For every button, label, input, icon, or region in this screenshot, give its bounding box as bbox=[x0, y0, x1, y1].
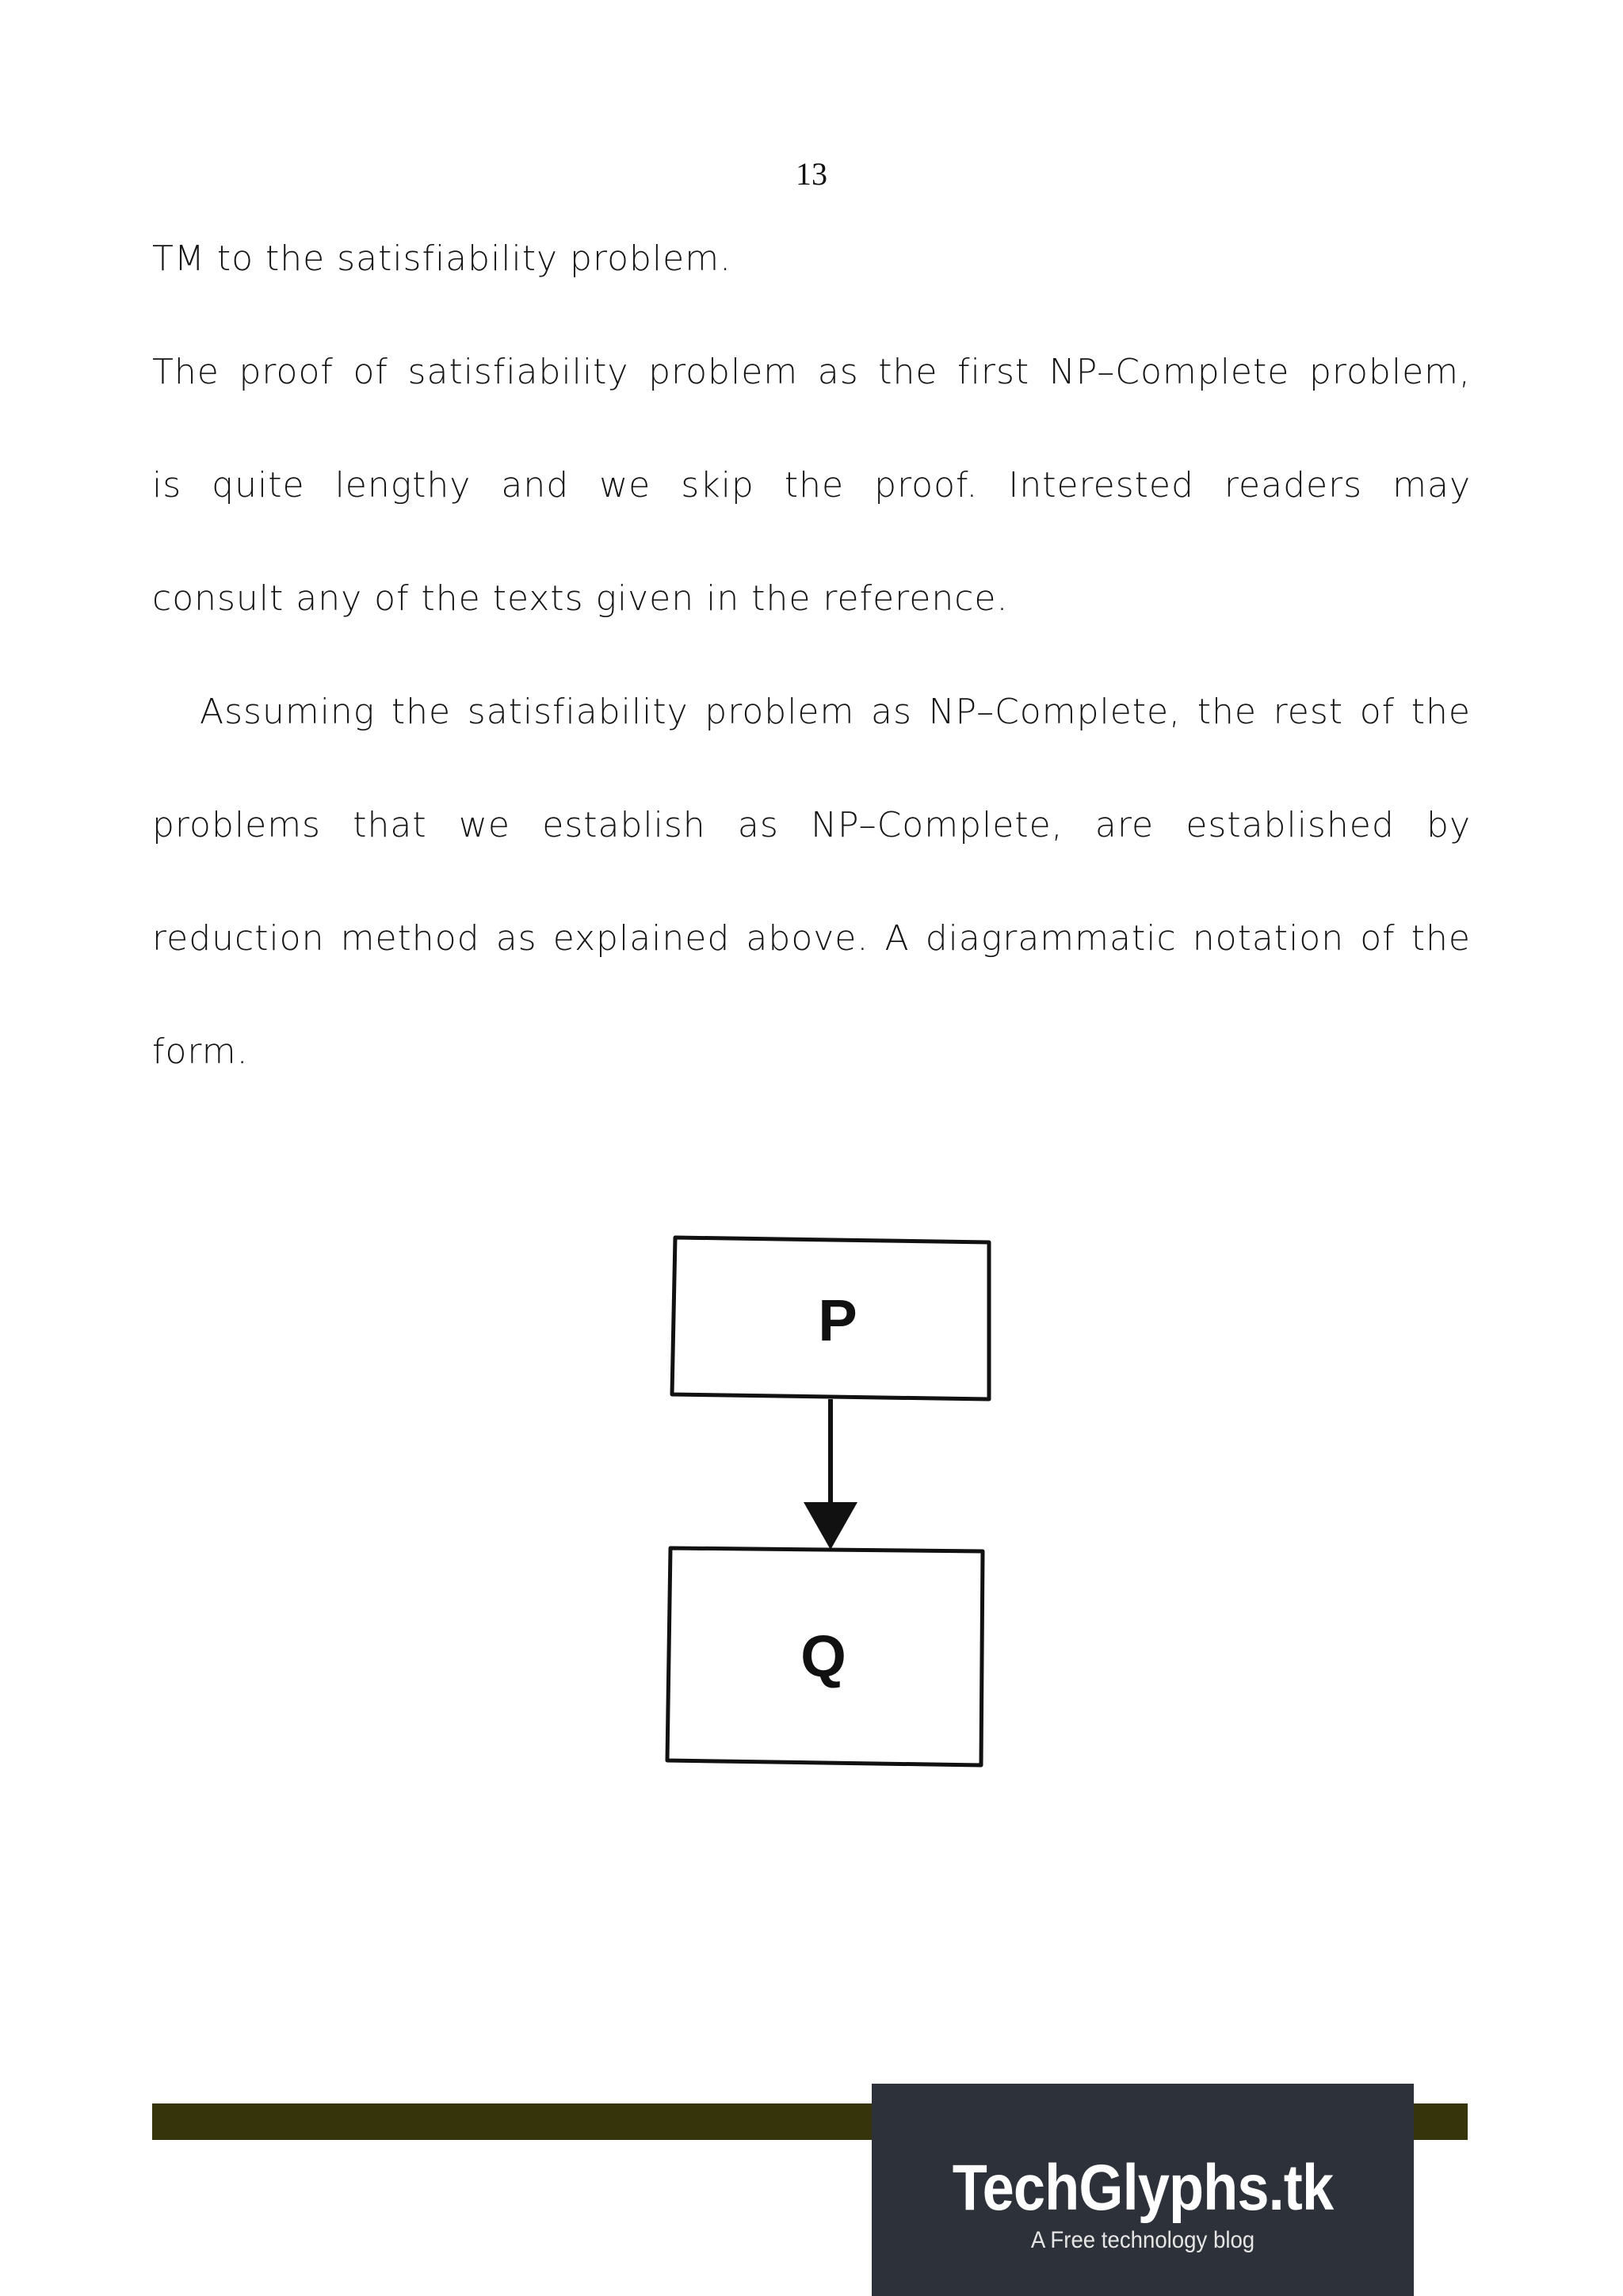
text-line: form. bbox=[152, 1032, 249, 1072]
brand-title: TechGlyphs.tk bbox=[952, 2152, 1334, 2224]
text-line: consult any of the texts given in the reference. bbox=[152, 578, 1009, 619]
reduction-arrow-head bbox=[804, 1502, 857, 1550]
page-number: 13 bbox=[796, 156, 827, 192]
text-line: The proof of satisfiability problem as the first NP–Complete problem, bbox=[152, 352, 1471, 392]
reduction-diagram bbox=[555, 1212, 1030, 1783]
text-line: Assuming the satisfiability problem as NP–Complete, the rest of the bbox=[200, 692, 1471, 732]
brand-watermark bbox=[872, 2084, 1414, 2296]
brand-tagline: A Free technology blog bbox=[1030, 2227, 1255, 2253]
text-line: reduction method as explained above. A diagrammatic notation of the bbox=[152, 918, 1471, 959]
text-line: TM to the satisfiability problem. bbox=[152, 238, 732, 279]
body-text bbox=[152, 208, 1471, 1114]
label-q: Q bbox=[800, 1623, 846, 1689]
text-line: problems that we establish as NP–Complete, are established by bbox=[152, 805, 1471, 845]
label-p: P bbox=[818, 1287, 857, 1353]
text-line: is quite lengthy and we skip the proof. Interested readers may bbox=[152, 465, 1471, 505]
